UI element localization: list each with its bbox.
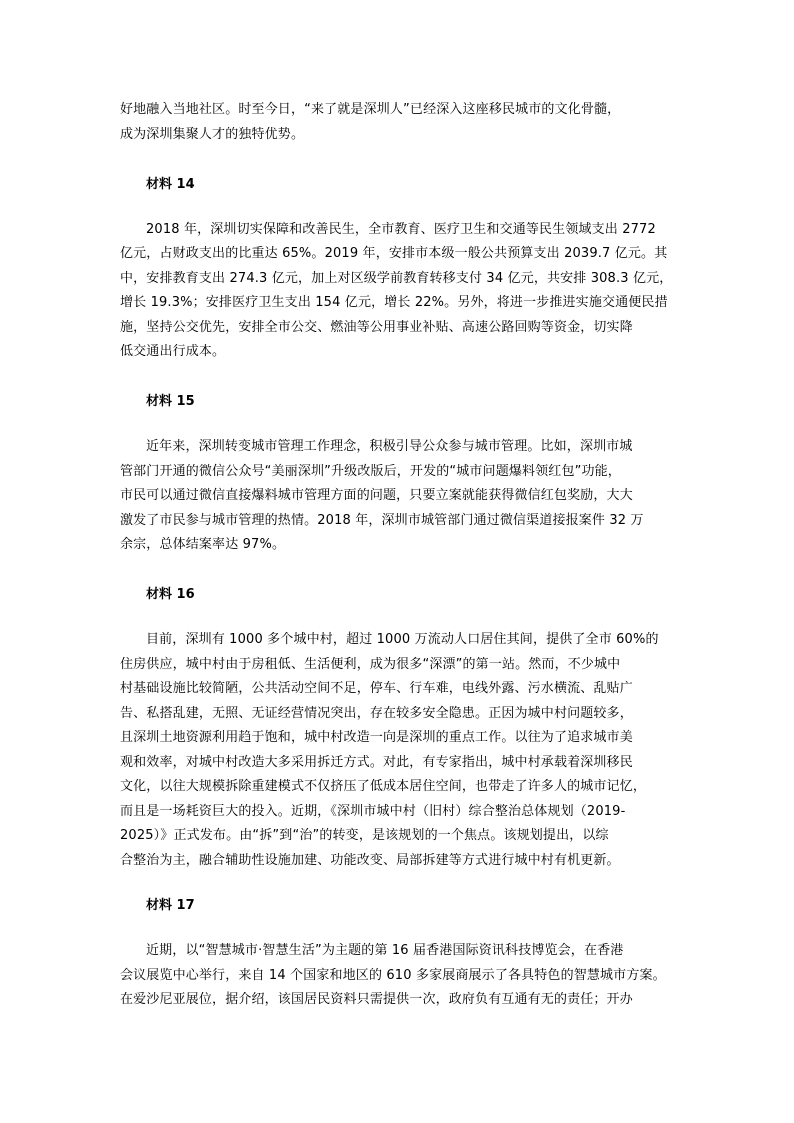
paragraph-line: 在爱沙尼亚展位，据介绍，该国居民资料只需提供一次，政府负有互通有无的责任；开办 (120, 992, 633, 1007)
paragraph-line: 2018 年，深圳切实保障和改善民生，全市教育、医疗卫生和交通等民生领域支出 2772 (146, 222, 656, 237)
paragraph-line: 管部门开通的微信公众号“美丽深圳”升级改版后，开发的“城市问题爆料领红包”功能， (120, 464, 621, 479)
paragraph-line: 市民可以通过微信直接爆料城市管理方面的问题，只要立案就能获得微信红包奖励，大大 (120, 488, 633, 503)
section-heading-16: 材料 16 (146, 587, 195, 602)
paragraph-line: 余宗，总体结案率达 97%。 (120, 537, 286, 552)
paragraph-line: 而且是一场耗资巨大的投入。近期，《深圳市城中村（旧村）综合整治总体规划（2019- (120, 804, 626, 819)
paragraph-line: 中，安排教育支出 274.3 亿元，加上对区级学前教育转移支付 34 亿元，共安排 308.3 亿元， (120, 271, 673, 286)
paragraph-line: 好地融入当地社区。时至今日，“来了就是深圳人”已经深入这座移民城市的文化骨髓， (120, 102, 621, 117)
paragraph-line: 文化，以往大规模拆除重建模式不仅挤压了低成本居住空间，也带走了许多人的城市记忆， (120, 779, 647, 794)
paragraph-line: 告、私搭乱建，无照、无证经营情况突出，存在较多安全隐患。正因为城中村问题较多， (120, 706, 633, 721)
paragraph-line: 施，坚持公交优先，安排全市公交、燃油等公用事业补贴、高速公路回购等资金，切实降 (120, 320, 633, 335)
paragraph-line: 观和效率，对城中村改造大多采用拆迁方式。对此，有专家指出，城中村承载着深圳移民 (120, 755, 633, 770)
paragraph-line: 亿元，占财政支出的比重达 65%。2019 年，安排市本级一般公共预算支出 2039.7 亿元。其 (120, 246, 668, 261)
paragraph-line: 会议展览中心举行，来自 14 个国家和地区的 610 多家展商展示了各具特色的智慧城市方案。 (120, 968, 666, 983)
paragraph-line: 且深圳土地资源利用趋于饱和，城中村改造一向是深圳的重点工作。以往为了追求城市美 (120, 730, 633, 745)
paragraph-line: 增长 19.3%；安排医疗卫生支出 154 亿元，增长 22%。另外，将进一步推进实施交通便民措 (120, 295, 668, 310)
paragraph-line: 激发了市民参与城市管理的热情。2018 年，深圳市城管部门通过微信渠道接报案件 32 万 (120, 513, 644, 528)
section-heading-15: 材料 15 (146, 394, 195, 409)
paragraph-line: 成为深圳集聚人才的独特优势。 (120, 127, 305, 142)
paragraph-line: 目前，深圳有 1000 多个城中村，超过 1000 万流动人口居住其间，提供了全市 60%的 (146, 632, 659, 647)
paragraph-line: 住房供应，城中村由于房租低、生活便利，成为很多“深漂”的第一站。然而，不少城中 (120, 657, 621, 672)
paragraph-line: 近年来，深圳转变城市管理工作理念，积极引导公众参与城市管理。比如，深圳市城 (146, 439, 633, 454)
paragraph-line: 2025）》正式发布。由“拆”到“治”的转变，是该规划的一个焦点。该规划提出，以综 (120, 828, 609, 843)
section-heading-14: 材料 14 (146, 177, 195, 192)
paragraph-line: 合整治为主，融合辅助性设施加建、功能改变、局部拆建等方式进行城中村有机更新。 (120, 853, 620, 868)
paragraph-line: 村基础设施比较简陋，公共活动空间不足，停车、行车难，电线外露、污水横流、乱贴广 (120, 681, 633, 696)
paragraph-line: 近期，以“智慧城市·智慧生活”为主题的第 16 届香港国际资讯科技博览会，在香港 (146, 943, 624, 958)
section-heading-17: 材料 17 (146, 898, 195, 913)
paragraph-line: 低交通出行成本。 (120, 344, 226, 359)
